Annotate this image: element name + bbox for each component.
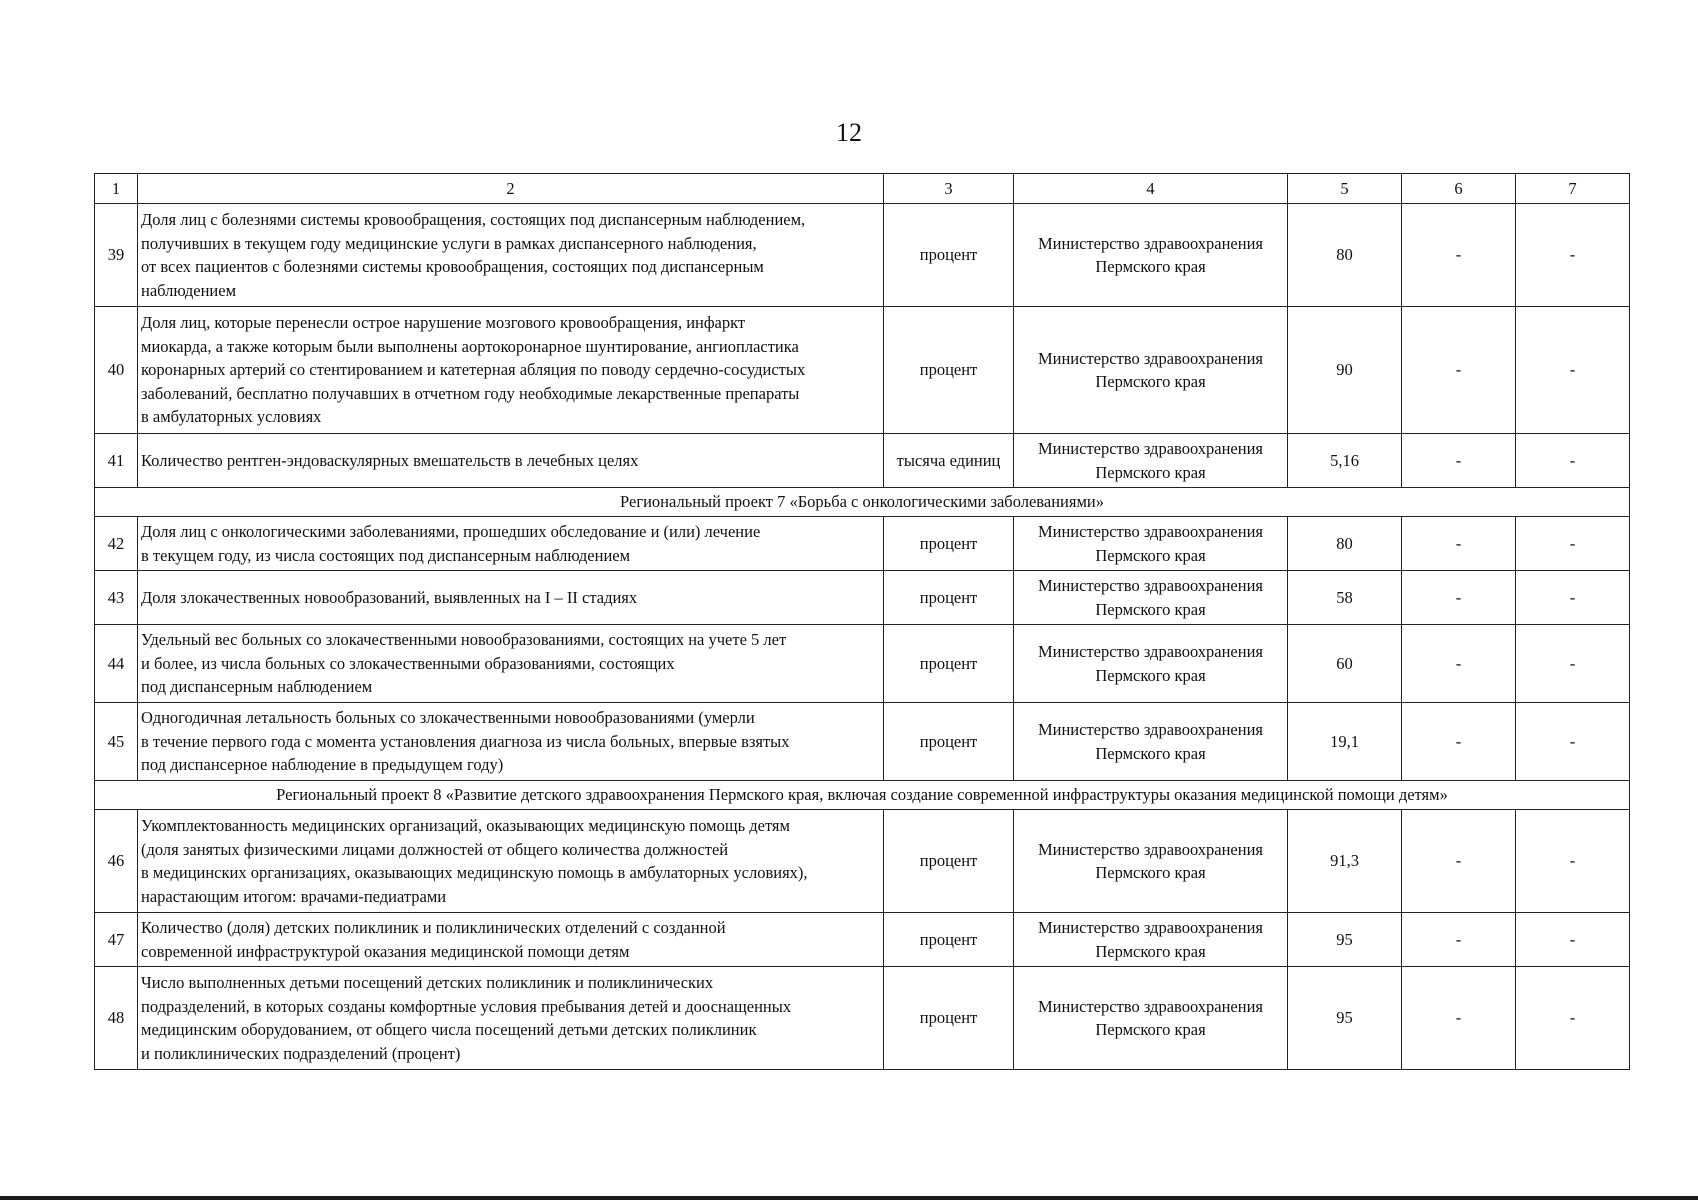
responsible-line: Пермского края	[1095, 462, 1206, 482]
indicator-name	[138, 434, 884, 488]
responsible-body	[1014, 913, 1288, 967]
value-col5: 60	[1288, 625, 1402, 703]
header-row	[95, 174, 1630, 204]
indicator-name	[138, 810, 884, 913]
responsible-body	[1014, 517, 1288, 571]
value-col7: -	[1516, 434, 1630, 488]
value-col5: 80	[1288, 204, 1402, 307]
row-number: 39	[95, 204, 138, 307]
indicator-line: Количество (доля) детских поликлиник и поликлинических отделений с созданной	[141, 918, 726, 937]
responsible-line: Министерство здравоохранения	[1037, 839, 1264, 859]
indicator-line: Доля лиц с онкологическими заболеваниями, прошедших обследование и (или) лечение	[141, 522, 761, 541]
indicator-line: Укомплектованность медицинских организаций, оказывающих медицинскую помощь детям	[141, 816, 790, 835]
value-col5: 19,1	[1288, 703, 1402, 781]
responsible-line: Пермского края	[1095, 372, 1206, 391]
col-header-4: 4	[1014, 174, 1288, 204]
value-col5: 58	[1288, 571, 1402, 625]
responsible-line: Пермского края	[1095, 743, 1206, 763]
indicator-line: Количество рентген-эндоваскулярных вмешательств в лечебных целях	[141, 450, 639, 470]
value-col6: -	[1402, 307, 1516, 434]
indicator-line: нарастающим итогом: врачами-педиатрами	[141, 886, 447, 906]
row-number: 42	[95, 517, 138, 571]
unit-of-measure: процент	[884, 571, 1014, 625]
unit-of-measure: процент	[884, 517, 1014, 571]
indicator-line: в медицинских организациях, оказывающих медицинскую помощь в амбулаторных условиях),	[141, 863, 808, 882]
value-col6: -	[1402, 571, 1516, 625]
row-number: 46	[95, 810, 138, 913]
value-col5: 95	[1288, 913, 1402, 967]
responsible-line: Пермского края	[1095, 1020, 1206, 1039]
value-col6: -	[1402, 204, 1516, 307]
unit-of-measure: процент	[884, 625, 1014, 703]
responsible-line: Пермского края	[1095, 665, 1206, 685]
indicator-line: Доля злокачественных новообразований, выявленных на I – II стадиях	[141, 587, 638, 607]
value-col7: -	[1516, 703, 1630, 781]
value-col6: -	[1402, 434, 1516, 488]
unit-of-measure: процент	[884, 703, 1014, 781]
col-header-1: 1	[95, 174, 138, 204]
indicator-name	[138, 571, 884, 625]
value-col7: -	[1516, 967, 1630, 1070]
responsible-body	[1014, 810, 1288, 913]
table-row	[95, 810, 1630, 913]
indicator-line: Одногодичная летальность больных со злокачественными новообразованиями (умерли	[141, 708, 755, 728]
value-col6: -	[1402, 810, 1516, 913]
responsible-body	[1014, 967, 1288, 1070]
responsible-line: Министерство здравоохранения	[1037, 996, 1264, 1016]
indicator-line: миокарда, а также которым были выполнены аортокоронарное шунтирование, ангиопластика	[141, 336, 799, 356]
indicator-name	[138, 703, 884, 781]
value-col6: -	[1402, 625, 1516, 703]
indicator-line: в текущем году, из числа состоящих под диспансерным наблюдением	[141, 545, 631, 565]
responsible-line: Пермского края	[1095, 257, 1206, 276]
responsible-line: Министерство здравоохранения	[1037, 720, 1264, 739]
indicator-line: в течение первого года с момента установления диагноза из числа больных, впервые взятых	[141, 731, 790, 751]
row-number: 43	[95, 571, 138, 625]
indicator-line: коронарных артерий со стентированием и катетерная абляция по поводу сердечно-сосудистых	[141, 360, 806, 380]
section-row	[95, 781, 1630, 810]
indicator-line: и поликлинических подразделений (процент)	[141, 1043, 461, 1063]
value-col6: -	[1402, 967, 1516, 1070]
col-header-7: 7	[1516, 174, 1630, 204]
value-col7: -	[1516, 625, 1630, 703]
indicator-name	[138, 517, 884, 571]
col-header-3: 3	[884, 174, 1014, 204]
indicator-name	[138, 625, 884, 703]
section-row	[95, 488, 1630, 517]
scan-edge	[0, 1196, 1698, 1200]
value-col7: -	[1516, 571, 1630, 625]
value-col5: 95	[1288, 967, 1402, 1070]
indicator-name	[138, 204, 884, 307]
indicator-line: Доля лиц с болезнями системы кровообращения, состоящих под диспансерным наблюдением,	[141, 210, 806, 229]
indicator-line: получивших в текущем году медицинские услуги в рамках диспансерного наблюдения,	[141, 233, 757, 253]
unit-of-measure: процент	[884, 307, 1014, 434]
indicator-name	[138, 967, 884, 1070]
value-col5: 5,16	[1288, 434, 1402, 488]
unit-of-measure: процент	[884, 204, 1014, 307]
row-number: 45	[95, 703, 138, 781]
unit-of-measure: процент	[884, 913, 1014, 967]
responsible-line: Министерство здравоохранения	[1037, 576, 1264, 595]
section-title: Региональный проект 7 «Борьба с онкологическими заболеваниями»	[95, 488, 1630, 517]
col-header-6: 6	[1402, 174, 1516, 204]
indicator-line: в амбулаторных условиях	[141, 407, 322, 427]
responsible-line: Министерство здравоохранения	[1037, 439, 1264, 458]
responsible-body	[1014, 703, 1288, 781]
table-row	[95, 571, 1630, 625]
indicators-table	[94, 173, 1630, 1070]
col-header-2: 2	[138, 174, 884, 204]
value-col5: 91,3	[1288, 810, 1402, 913]
responsible-line: Министерство здравоохранения	[1037, 348, 1264, 368]
responsible-line: Пермского края	[1095, 863, 1206, 882]
responsible-body	[1014, 307, 1288, 434]
responsible-line: Министерство здравоохранения	[1037, 642, 1264, 661]
row-number: 40	[95, 307, 138, 434]
value-col7: -	[1516, 204, 1630, 307]
unit-of-measure: тысяча единиц	[884, 434, 1014, 488]
responsible-body	[1014, 434, 1288, 488]
indicator-line: (доля занятых физическими лицами должностей от общего количества должностей	[141, 839, 729, 859]
indicator-line: заболеваний, бесплатно получавших в отчетном году необходимые лекарственные препараты	[141, 383, 800, 403]
row-number: 47	[95, 913, 138, 967]
table-row	[95, 434, 1630, 488]
indicator-line: подразделений, в которых созданы комфортные условия пребывания детей и дооснащенных	[141, 996, 792, 1016]
responsible-body	[1014, 571, 1288, 625]
indicator-line: под диспансерное наблюдение в предыдущем году)	[141, 755, 504, 775]
value-col6: -	[1402, 703, 1516, 781]
value-col6: -	[1402, 517, 1516, 571]
indicator-line: медицинским оборудованием, от общего числа посещений детьми детских поликлиник	[141, 1020, 757, 1039]
indicator-line: Число выполненных детьми посещений детских поликлиник и поликлинических	[141, 973, 714, 992]
row-number: 41	[95, 434, 138, 488]
unit-of-measure: процент	[884, 967, 1014, 1070]
value-col7: -	[1516, 810, 1630, 913]
responsible-line: Министерство здравоохранения	[1037, 918, 1264, 937]
indicator-line: Доля лиц, которые перенесли острое нарушение мозгового кровообращения, инфаркт	[141, 313, 746, 333]
table-row	[95, 913, 1630, 967]
indicator-line: от всех пациентов с болезнями системы кровообращения, состоящих под диспансерным	[141, 257, 764, 276]
row-number: 44	[95, 625, 138, 703]
responsible-line: Министерство здравоохранения	[1037, 233, 1264, 253]
unit-of-measure: процент	[884, 810, 1014, 913]
table-row	[95, 967, 1630, 1070]
indicator-name	[138, 307, 884, 434]
row-number: 48	[95, 967, 138, 1070]
indicator-name	[138, 913, 884, 967]
value-col5: 80	[1288, 517, 1402, 571]
table-row	[95, 703, 1630, 781]
responsible-body	[1014, 204, 1288, 307]
section-title: Региональный проект 8 «Развитие детского здравоохранения Пермского края, включая создание современной инфраструктуры оказания медицинской помощи детям»	[95, 781, 1630, 810]
value-col6: -	[1402, 913, 1516, 967]
table-row	[95, 517, 1630, 571]
indicator-line: наблюдением	[141, 280, 237, 300]
table-row	[95, 625, 1630, 703]
value-col7: -	[1516, 517, 1630, 571]
responsible-line: Министерство здравоохранения	[1037, 522, 1264, 541]
responsible-body	[1014, 625, 1288, 703]
value-col5: 90	[1288, 307, 1402, 434]
indicator-line: под диспансерным наблюдением	[141, 677, 373, 697]
value-col7: -	[1516, 307, 1630, 434]
responsible-line: Пермского края	[1095, 941, 1206, 961]
value-col7: -	[1516, 913, 1630, 967]
col-header-5: 5	[1288, 174, 1402, 204]
responsible-line: Пермского края	[1095, 545, 1206, 565]
indicator-line: и более, из числа больных со злокачественными образованиями, состоящих	[141, 653, 675, 673]
indicator-line: современной инфраструктурой оказания медицинской помощи детям	[141, 941, 630, 961]
responsible-line: Пермского края	[1095, 599, 1206, 619]
table-row	[95, 307, 1630, 434]
page-number: 12	[836, 118, 862, 147]
table-row	[95, 204, 1630, 307]
indicator-line: Удельный вес больных со злокачественными новообразованиями, состоящих на учете 5 лет	[141, 630, 787, 650]
